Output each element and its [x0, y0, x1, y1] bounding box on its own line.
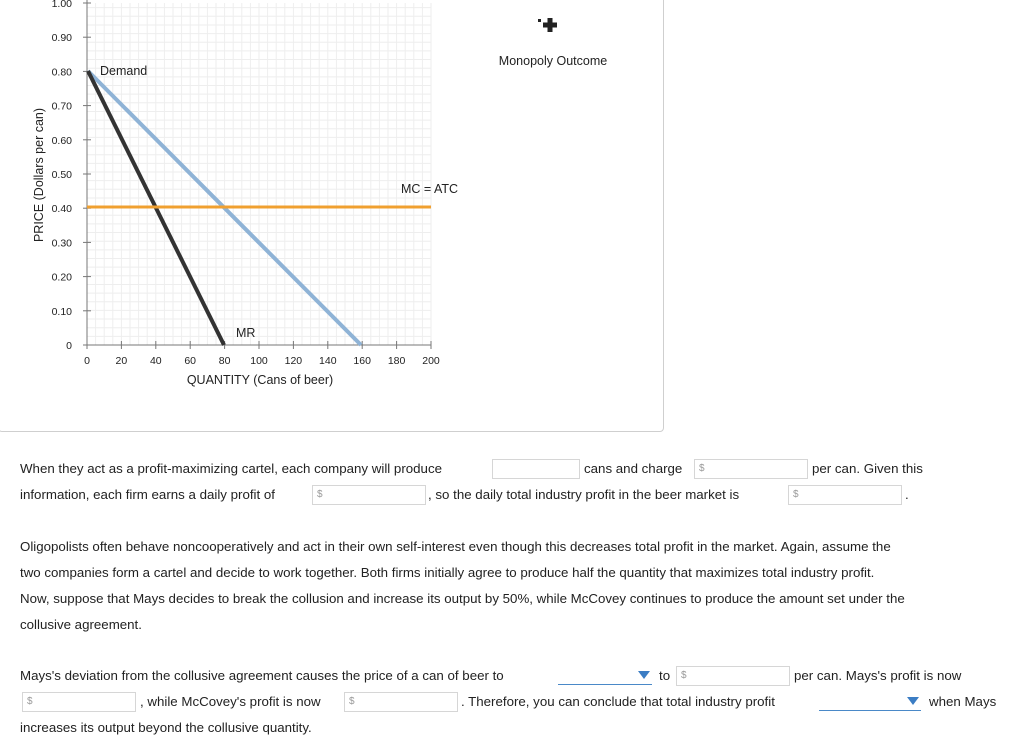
currency-symbol: $: [317, 489, 323, 500]
demand-label: Demand: [100, 64, 148, 78]
q1-text-5: , so the daily total industry profit in the beer market is: [428, 487, 740, 502]
monopoly-outcome-label: Monopoly Outcome: [498, 54, 608, 68]
x-tick-label: 0: [84, 355, 90, 367]
x-tick-label: 200: [422, 355, 440, 367]
plus-marker-icon[interactable]: [538, 18, 557, 32]
x-tick-label: 20: [115, 355, 128, 367]
y-tick-label: 0.40: [51, 203, 72, 216]
q2-line-4: collusive agreement.: [20, 617, 142, 632]
q1-text-1: When they act as a profit-maximizing cartel, each company will produce: [20, 461, 442, 476]
industry-profit-dropdown[interactable]: [819, 691, 921, 711]
q3-text-1: Mays's deviation from the collusive agreement causes the price of a can of beer to: [20, 668, 504, 683]
graph-svg: [0, 0, 663, 431]
q2-line-2: two companies form a cartel and decide to work together. Both firms initially agree to produce half the quantity that maximizes total industry profit.: [20, 565, 875, 580]
chevron-down-icon: [638, 671, 650, 679]
y-tick-label: 1.00: [51, 0, 72, 10]
q3-text-6: when Mays: [929, 694, 997, 709]
mr-label: MR: [236, 326, 256, 340]
q3-text-2: to: [659, 668, 671, 683]
q1-text-4: information, each firm earns a daily profit of: [20, 487, 275, 502]
graph-ticks: [52, 0, 440, 367]
y-tick-label: 0.90: [51, 32, 72, 45]
y-axis-label: PRICE (Dollars per can): [32, 107, 46, 243]
q1-text-2: cans and charge: [584, 461, 683, 476]
q3-text-5: . Therefore, you can conclude that total industry profit: [461, 694, 775, 709]
q3-text-4: , while McCovey's profit is now: [140, 694, 321, 709]
q3-text-7: increases its output beyond the collusive quantity.: [20, 720, 312, 735]
chevron-down-icon: [907, 697, 919, 705]
y-tick-label: 0: [66, 340, 72, 352]
x-tick-label: 80: [218, 355, 231, 367]
mc-atc-label: MC = ATC: [401, 182, 459, 196]
x-tick-label: 140: [319, 355, 337, 367]
q1-firm-profit-input[interactable]: [312, 485, 426, 505]
currency-symbol: $: [793, 489, 799, 500]
y-tick-label: 0.80: [51, 66, 72, 79]
q2-line-3: Now, suppose that Mays decides to break the collusion and increase its output by 50%, while McCovey continues to produce the amount set under the: [20, 591, 905, 606]
x-tick-label: 120: [284, 355, 303, 367]
x-axis-label: QUANTITY (Cans of beer): [186, 373, 334, 387]
y-tick-label: 0.20: [51, 271, 72, 284]
y-tick-label: 0.70: [51, 100, 72, 113]
q3-text-3: per can. Mays's profit is now: [794, 668, 962, 683]
y-tick-label: 0.10: [51, 305, 72, 318]
currency-symbol: $: [681, 670, 687, 681]
currency-symbol: $: [349, 696, 355, 707]
x-tick-label: 100: [250, 355, 268, 367]
q1-industry-profit-input[interactable]: [788, 485, 902, 505]
graph-panel: [0, 0, 664, 432]
currency-symbol: $: [699, 463, 705, 474]
y-tick-label: 0.60: [51, 134, 72, 147]
x-tick-label: 180: [387, 355, 406, 367]
q1-text-3: per can. Given this: [812, 461, 923, 476]
price-direction-dropdown[interactable]: [558, 665, 652, 685]
x-tick-label: 160: [353, 355, 371, 367]
x-tick-label: 60: [184, 355, 197, 367]
q1-quantity-input[interactable]: [492, 459, 580, 479]
q1-text-6: .: [905, 487, 909, 502]
q1-price-input[interactable]: [694, 459, 808, 479]
currency-symbol: $: [27, 696, 33, 707]
x-tick-label: 40: [149, 355, 162, 367]
y-tick-label: 0.50: [51, 169, 72, 181]
q3-mays-profit-input[interactable]: [22, 692, 136, 712]
q3-new-price-input[interactable]: [676, 666, 790, 686]
y-tick-label: 0.30: [51, 237, 72, 250]
q3-mccovey-profit-input[interactable]: [344, 692, 458, 712]
q2-line-1: Oligopolists often behave noncooperatively and act in their own self-interest even though this decreases total profit in the market. Again, assume the: [20, 539, 891, 554]
